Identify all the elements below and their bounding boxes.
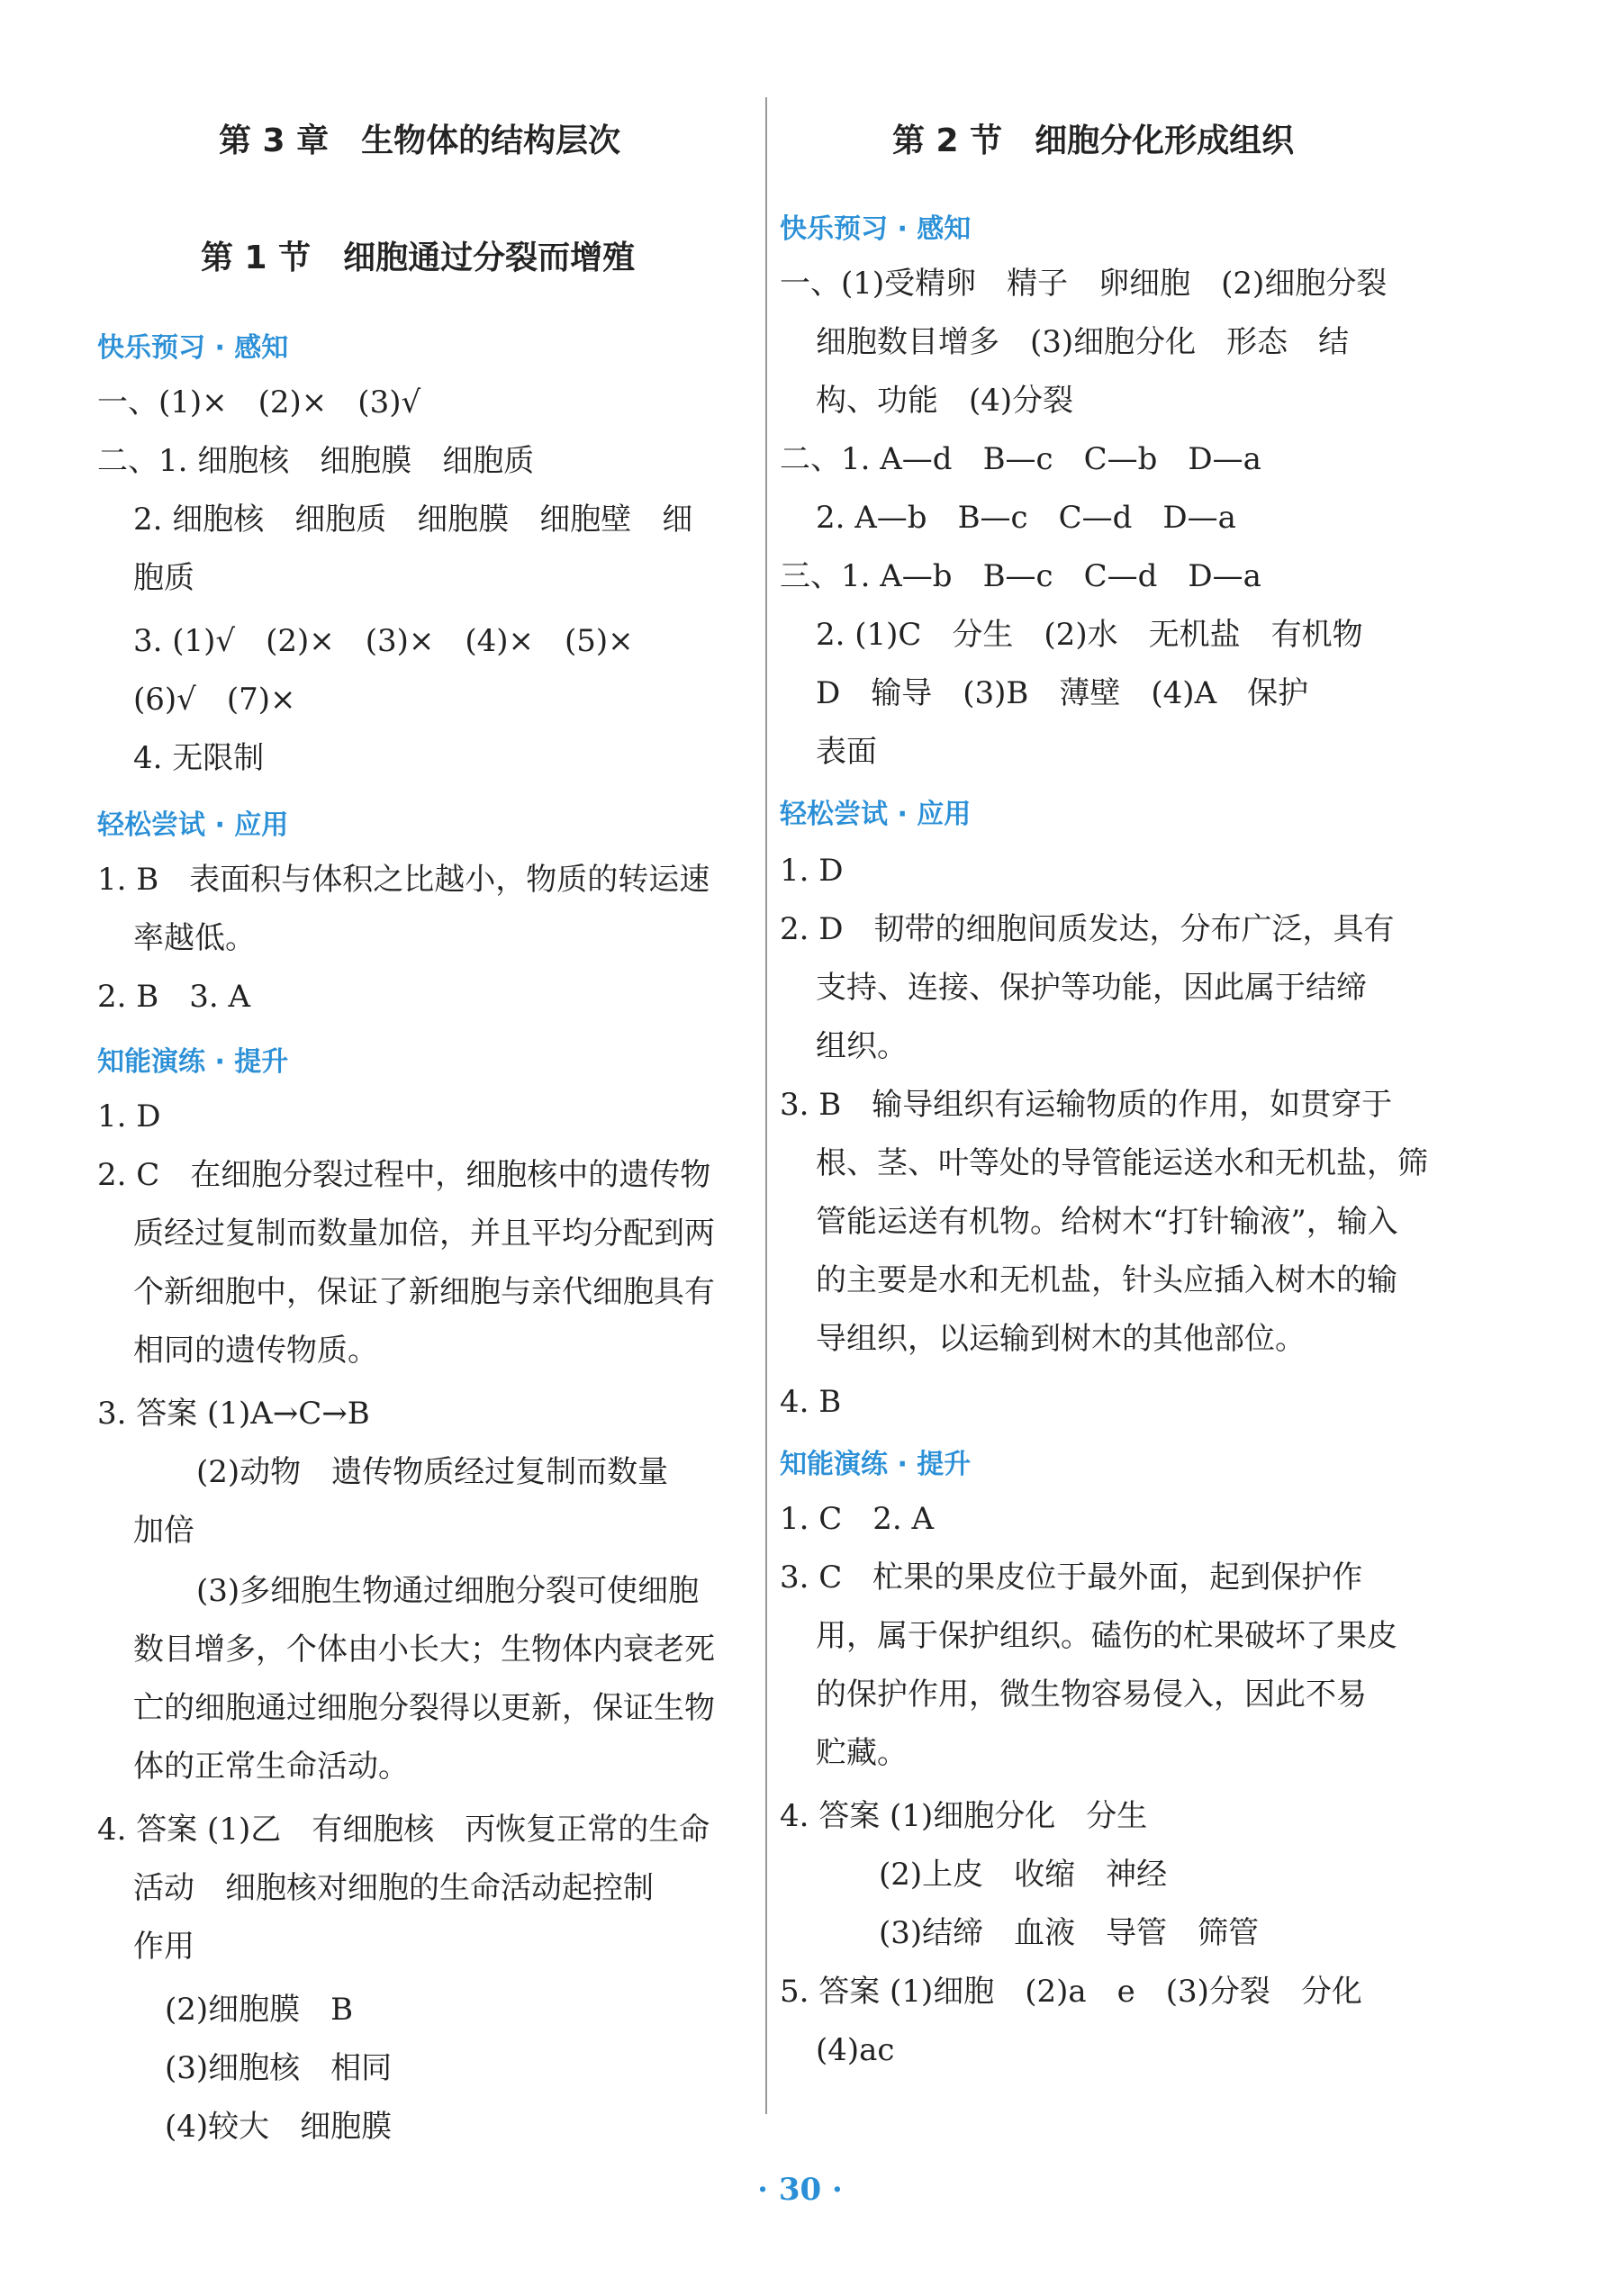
answer-line: 1. D — [97, 1098, 161, 1134]
answer-line: 胞质 — [133, 560, 194, 596]
answer-line: (2)细胞膜 B — [165, 1992, 354, 2028]
answer-line: 率越低。 — [133, 920, 256, 956]
answer-line: 一、(1)× (2)× (3)√ — [97, 384, 421, 420]
section-title: 第 1 节 细胞通过分裂而增殖 — [201, 240, 636, 276]
answer-line: 相同的遗传物质。 — [133, 1333, 378, 1369]
chapter-title: 第 3 章 生物体的结构层次 — [219, 122, 621, 159]
answer-line: 2. (1)C 分生 (2)水 无机盐 有机物 — [816, 617, 1363, 653]
answer-line: D 输导 (3)B 薄壁 (4)A 保护 — [816, 675, 1309, 711]
column-divider — [765, 97, 767, 2114]
answer-line: 2. B 3. A — [97, 979, 251, 1015]
answer-line: 2. C 在细胞分裂过程中，细胞核中的遗传物 — [97, 1157, 711, 1193]
answer-line: (3)多细胞生物通过细胞分裂可使细胞 — [196, 1573, 700, 1609]
answer-line: (4)ac — [816, 2032, 895, 2068]
answer-line: 质经过复制而数量加倍，并且平均分配到两 — [133, 1216, 715, 1252]
answer-line: 5. 答案 (1)细胞 (2)a e (3)分裂 分化 — [780, 1974, 1362, 2010]
answer-line: 2. D 韧带的细胞间质发达，分布广泛，具有 — [780, 911, 1395, 947]
practice-heading: 知能演练 · 提升 — [780, 1449, 972, 1480]
answer-line: 4. B — [780, 1384, 842, 1420]
try-heading: 轻松尝试 · 应用 — [780, 799, 972, 830]
answer-line: (2)上皮 收缩 神经 — [879, 1857, 1168, 1893]
answer-line: 细胞数目增多 (3)细胞分化 形态 结 — [816, 324, 1350, 360]
answer-line: 3. 答案 (1)A→C→B — [97, 1396, 370, 1432]
answer-line: 加倍 — [133, 1513, 194, 1549]
answer-line: 根、茎、叶等处的导管能运送水和无机盐，筛 — [816, 1145, 1428, 1181]
answer-line: 用，属于保护组织。磕伤的杧果破坏了果皮 — [816, 1618, 1397, 1654]
answer-line: 三、1. A—b B—c C—d D—a — [780, 558, 1261, 594]
answer-line: 3. C 杧果的果皮位于最外面，起到保护作 — [780, 1559, 1363, 1595]
answer-line: 1. C 2. A — [780, 1501, 935, 1537]
answer-line: 1. D — [780, 853, 844, 889]
answer-line: (4)较大 细胞膜 — [165, 2109, 393, 2145]
answer-line: 2. A—b B—c C—d D—a — [816, 500, 1236, 536]
answer-line: 作用 — [133, 1929, 194, 1965]
answer-line: 二、1. 细胞核 细胞膜 细胞质 — [97, 443, 535, 479]
answer-line: 的主要是水和无机盐，针头应插入树木的输 — [816, 1262, 1397, 1298]
section-title: 第 2 节 细胞分化形成组织 — [892, 122, 1295, 159]
answer-line: 3. B 输导组织有运输物质的作用，如贯穿于 — [780, 1087, 1393, 1123]
try-heading: 轻松尝试 · 应用 — [97, 809, 289, 841]
answer-line: 4. 答案 (1)乙 有细胞核 丙恢复正常的生命 — [97, 1812, 710, 1848]
answer-line: 组织。 — [816, 1028, 908, 1064]
answer-line: 1. B 表面积与体积之比越小，物质的转运速 — [97, 862, 710, 898]
answer-line: 管能运送有机物。给树木“打针输液”，输入 — [816, 1204, 1398, 1240]
answer-line: 贮藏。 — [816, 1735, 908, 1771]
practice-heading: 知能演练 · 提升 — [97, 1046, 289, 1078]
answer-line: (2)动物 遗传物质经过复制而数量 — [196, 1454, 669, 1490]
preview-heading: 快乐预习 · 感知 — [97, 332, 289, 364]
answer-line: 的保护作用，微生物容易侵入，因此不易 — [816, 1677, 1367, 1713]
answer-line: 构、功能 (4)分裂 — [816, 383, 1074, 419]
answer-line: 活动 细胞核对细胞的生命活动起控制 — [133, 1870, 654, 1906]
answer-line: (3)结缔 血液 导管 筛管 — [879, 1915, 1260, 1951]
answer-line: 一、(1)受精卵 精子 卵细胞 (2)细胞分裂 — [780, 266, 1388, 302]
answer-line: 数目增多，个体由小长大；生物体内衰老死 — [133, 1632, 715, 1668]
answer-line: 3. (1)√ (2)× (3)× (4)× (5)× — [133, 623, 634, 659]
answer-line: 体的正常生命活动。 — [133, 1749, 409, 1785]
answer-line: 2. 细胞核 细胞质 细胞膜 细胞壁 细 — [133, 502, 693, 538]
page-number: · 30 · — [757, 2172, 843, 2208]
answer-line: 个新细胞中，保证了新细胞与亲代细胞具有 — [133, 1274, 715, 1310]
answer-line: 导组织，以运输到树木的其他部位。 — [816, 1321, 1306, 1357]
answer-line: (6)√ (7)× — [133, 682, 296, 718]
answer-line: 亡的细胞通过细胞分裂得以更新，保证生物 — [133, 1690, 715, 1726]
answer-line: 表面 — [816, 734, 877, 770]
answer-line: 支持、连接、保护等功能，因此属于结缔 — [816, 970, 1367, 1006]
answer-line: 4. 无限制 — [133, 740, 265, 776]
answer-line: 4. 答案 (1)细胞分化 分生 — [780, 1798, 1148, 1834]
answer-line: (3)细胞核 相同 — [165, 2050, 393, 2086]
answer-line: 二、1. A—d B—c C—b D—a — [780, 441, 1261, 477]
preview-heading: 快乐预习 · 感知 — [780, 213, 972, 245]
